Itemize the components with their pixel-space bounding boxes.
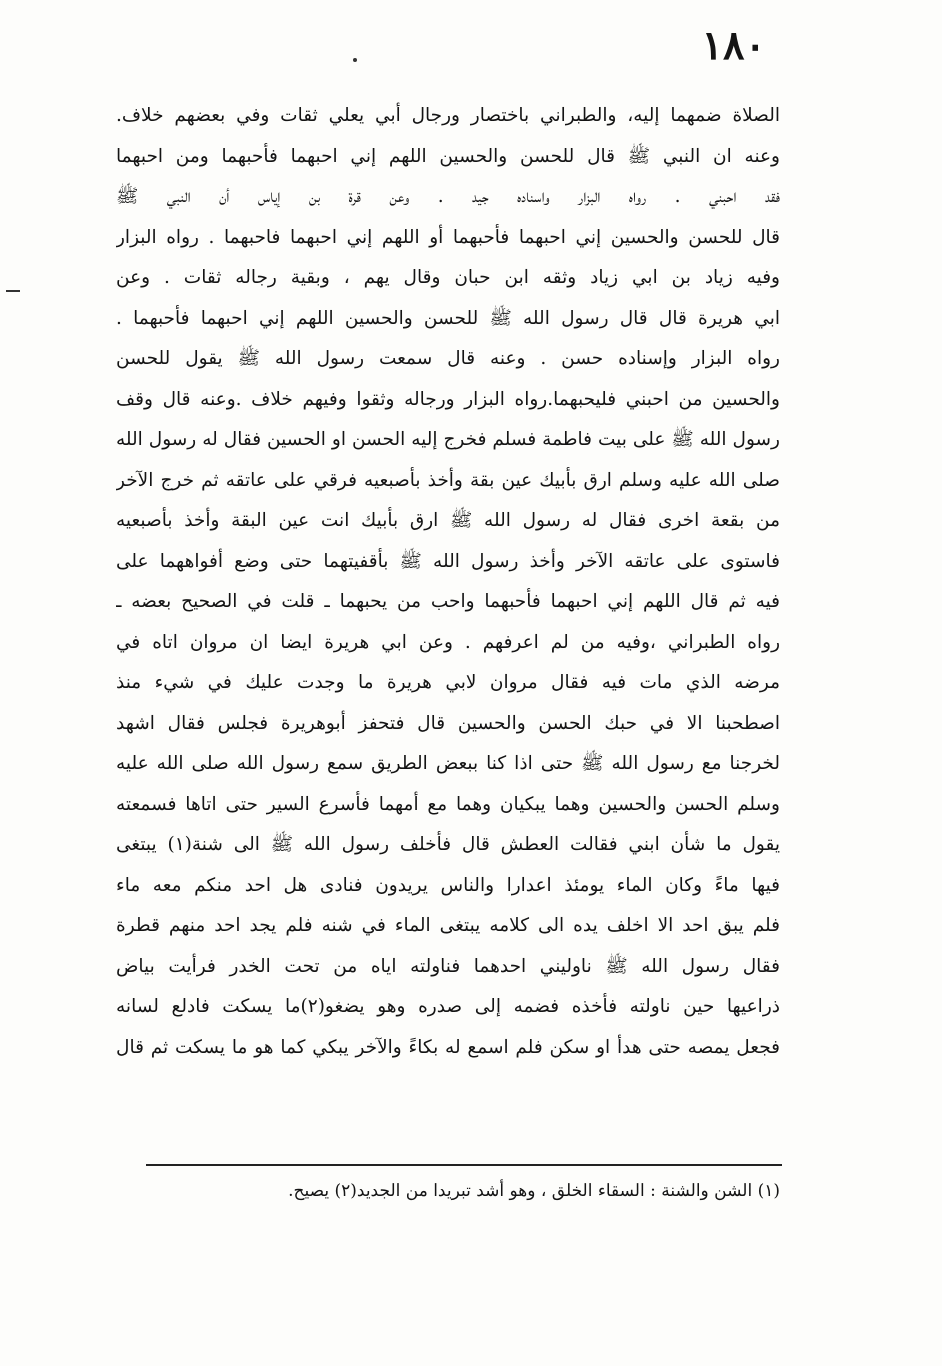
text-line: لخرجنا مع رسول الله ﷺ حتى اذا كنا ببعض الطريق سمع رسول الله صلى الله عليه [116,753,780,774]
text-line: صلى الله عليه وسلم ارق بأبيك عين بقة وأخذ بأصبعيه فرقي على عاتقه ثم خرج الآخر [116,469,780,491]
text-line: والحسين من احبني فليحبهما.رواه البزار ورجاله وثقوا وفيهم خلاف .وعنه قال وقف [116,388,780,410]
text-line: فقال رسول الله ﷺ ناوليني احدهما فناولته اياه من تحت الخدر فرأيت بياض [116,955,780,977]
text-line: فقد احبني . رواه البزار واسناده جيد . وعن قرة بن إياس أن النبي ﷺ [116,186,780,207]
footnote-line: (١) الشن والشنة : السقاء الخلق ، وهو أشد تبريدا من الجديد(٢) يصيح. [288,1181,780,1201]
text-line: فيه ثم قال اللهم إني احبهما فأحبهما واحب من يحبهما ـ قلت في الصحيح بعضه ـ [116,591,780,612]
text-line: فجعل يمصه حتى هدأ او سكن فلم اسمع له بكاءً والآخر يبكي كما هو ما يسكت ثم قال [116,1036,780,1058]
page-number: ١٨٠ [701,22,766,69]
main-text [116,96,780,1068]
text-line: فيها ماءً وكان الماء يومئذ اعدارا والناس يريدون فنادى هل احد منكم معه ماء [116,874,780,896]
text-line: الصلاة ضمهما إليه، والطبراني باختصار ورجال أبي يعلي ثقات وفي بعضهم خلاف. [116,105,780,126]
text-line: وعنه ان النبي ﷺ قال للحسن والحسين اللهم إني احبهما فأحبهما ومن احبهما [116,145,780,167]
text-line: مرضه الذي مات فيه فقال مروان لابي هريرة ما وجدت عليك في شيء منذ [116,672,780,693]
text-line: ذراعيها حين ناولته فأخذه فضمه إلى صدره وهو يضغو(٢)ما يسكت فادلع لسانه [116,996,780,1017]
text-line: وفيه زياد بن ابي زياد وثقه ابن حبان وقال يهم ، وبقية رجاله ثقات . وعن [116,267,780,288]
ink-dot [353,58,357,62]
text-line: يقول ما شأن ابني فقالت العطش قال فأخلف رسول الله ﷺ الى شنة(١) يبتغى [116,834,780,855]
text-line: وسلم الحسن والحسين وهما يبكيان وهما مع أمهما فأسرع السير حتى اتاها فسمعته [116,793,780,815]
footnote-separator [146,1164,782,1166]
margin-mark [6,290,20,292]
text-line: فلم يبق احد الا اخلف يده الى كلامه يبتغى الماء في شنه فلم يجد احد منهم قطرة [116,915,780,936]
text-line: رواه البزار وإسناده حسن . وعنه قال سمعت رسول الله ﷺ يقول للحسن [116,348,780,369]
footnotes [150,1176,780,1206]
text-line: رواه الطبراني ،وفيه من لم اعرفهم . وعن ابي هريرة ايضا ان مروان اتاه في [116,631,780,653]
text-line: رسول الله ﷺ على بيت فاطمة فسلم فخرج إليه الحسن او الحسين فقال له رسول الله [116,429,780,450]
text-line: فاستوى على عاتقه الآخر وأخذ رسول الله ﷺ بأقفيتهما حتى وضع أفواههما على [116,550,780,572]
text-line: من بقعة اخرى فقال له رسول الله ﷺ ارق بأبيك انت عين البقة وأخذ بأصبعيه [116,510,780,531]
text-line: ابي هريرة قال قال رسول الله ﷺ للحسن والحسين اللهم إني احبهما فأحبهما . [116,307,780,329]
text-line: اصطحبنا الا في حبك الحسن والحسين قال فتحفز أبوهريرة فجلس فقال اشهد [116,712,780,734]
text-line: قال للحسن والحسين إني احبهما فأحبهما أو اللهم إني احبهما فاحبهما . رواه البزار [116,226,780,248]
